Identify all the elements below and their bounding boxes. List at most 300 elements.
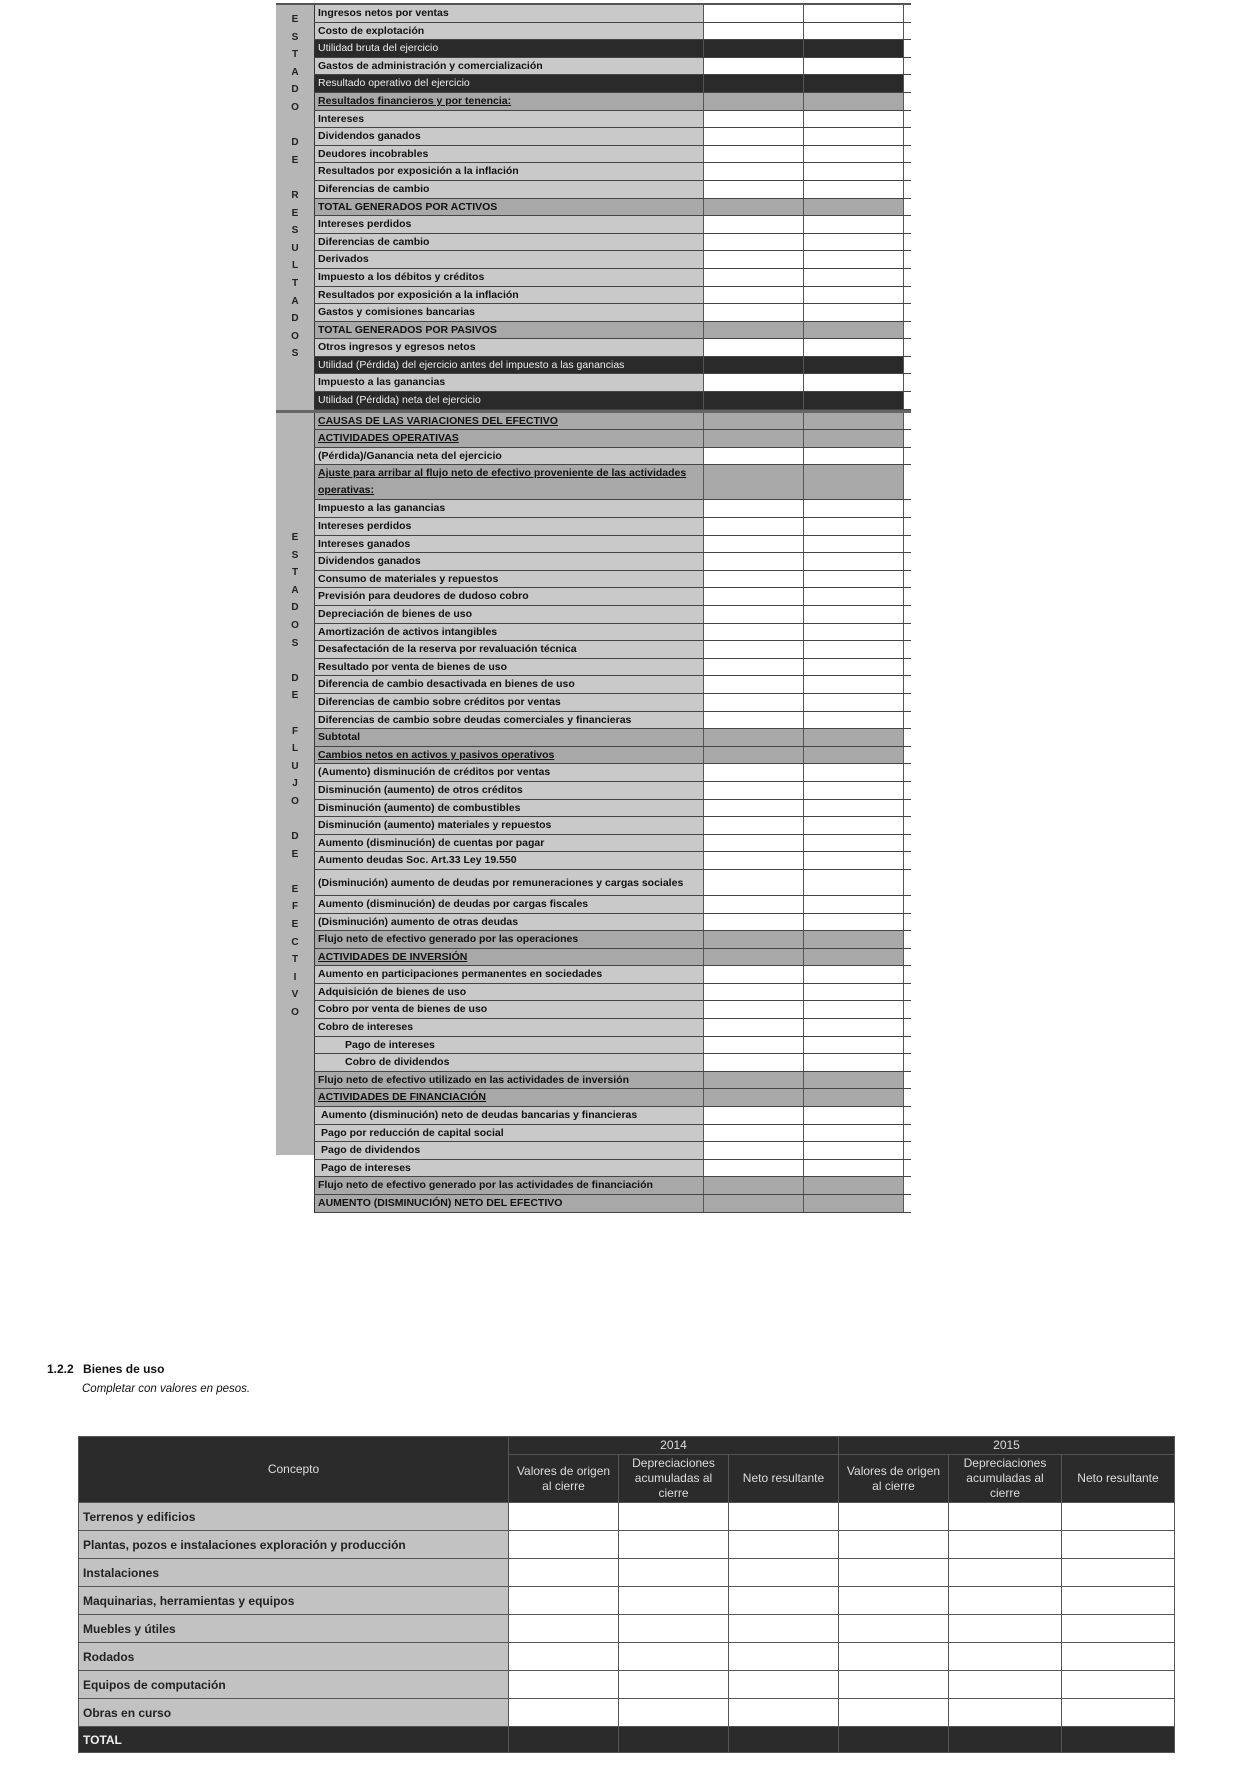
value-cell-2: [804, 93, 904, 110]
value-cell-2[interactable]: [804, 914, 904, 931]
vertical-letter: D: [291, 137, 299, 149]
total-value-cell: [509, 1727, 619, 1753]
value-cell[interactable]: [509, 1587, 619, 1615]
value-cell-2[interactable]: [804, 852, 904, 869]
value-cell-2: [804, 729, 904, 746]
row-label: Diferencias de cambio sobre créditos por ventas: [314, 694, 704, 711]
value-cell[interactable]: [839, 1643, 949, 1671]
value-cell[interactable]: [619, 1559, 729, 1587]
value-cell-2[interactable]: [804, 1037, 904, 1054]
value-cell[interactable]: [619, 1503, 729, 1531]
value-cell-1: [704, 931, 804, 948]
statement-row-intereses-perdidos: [314, 216, 911, 234]
row-label: Cobro por venta de bienes de uso: [314, 1001, 704, 1018]
vertical-letter: O: [291, 619, 299, 631]
table-row: [79, 1615, 1175, 1643]
row-label: ACTIVIDADES DE FINANCIACIÓN: [314, 1089, 704, 1106]
vertical-letter: C: [291, 936, 299, 948]
statement-row-disminucion-aumento-de-otros-creditos: [314, 782, 911, 800]
value-cell-2[interactable]: [804, 606, 904, 623]
value-cell-2[interactable]: [804, 659, 904, 676]
value-cell-2[interactable]: [804, 181, 904, 198]
vertical-letter: E: [291, 883, 299, 895]
statement-row-aumento-disminucion-de-creditos-por-vent: [314, 764, 911, 782]
value-cell-2[interactable]: [804, 163, 904, 180]
vertical-letter: S: [291, 31, 299, 43]
value-cell-2: [804, 1195, 904, 1212]
value-cell-1[interactable]: [704, 58, 804, 75]
value-cell[interactable]: [509, 1671, 619, 1699]
value-cell-1[interactable]: [704, 128, 804, 145]
concept-cell: Instalaciones: [79, 1559, 509, 1587]
value-cell-2[interactable]: [804, 1001, 904, 1018]
value-cell-1[interactable]: [704, 1019, 804, 1036]
statement-row-depreciacion-de-bienes-de-uso: [314, 606, 911, 624]
statement-row-actividades-de-inversion: [314, 949, 911, 967]
table-row: [79, 1699, 1175, 1727]
row-label: AUMENTO (DISMINUCIÓN) NETO DEL EFECTIVO: [314, 1195, 704, 1212]
value-cell-2[interactable]: [804, 676, 904, 693]
total-label: TOTAL: [79, 1727, 509, 1753]
value-cell-1[interactable]: [704, 269, 804, 286]
statement-row-cobro-de-intereses: [314, 1019, 911, 1037]
total-value-cell: [619, 1727, 729, 1753]
statement-row-aumento-disminucion-de-deudas-por-cargas: [314, 896, 911, 914]
value-cell-1: [704, 93, 804, 110]
row-label: Pago por reducción de capital social: [314, 1125, 704, 1142]
value-cell-2[interactable]: [804, 23, 904, 40]
value-cell-2[interactable]: [804, 234, 904, 251]
value-cell-2[interactable]: [804, 966, 904, 983]
value-cell-2: [804, 1089, 904, 1106]
row-label: Intereses: [314, 111, 704, 128]
value-cell-2[interactable]: [804, 536, 904, 553]
value-cell[interactable]: [729, 1643, 839, 1671]
value-cell-1[interactable]: [704, 764, 804, 781]
value-cell-2[interactable]: [804, 624, 904, 641]
value-cell-1[interactable]: [704, 800, 804, 817]
value-cell-1: [704, 1195, 804, 1212]
value-cell-2[interactable]: [804, 712, 904, 729]
value-cell-1[interactable]: [704, 553, 804, 570]
value-cell-1[interactable]: [704, 606, 804, 623]
row-label: Intereses perdidos: [314, 518, 704, 535]
table-row: [79, 1643, 1175, 1671]
row-label: Dividendos ganados: [314, 553, 704, 570]
value-cell-1[interactable]: [704, 1160, 804, 1177]
row-label: Intereses ganados: [314, 536, 704, 553]
value-cell-2[interactable]: [804, 448, 904, 465]
value-cell[interactable]: [839, 1559, 949, 1587]
value-cell-1[interactable]: [704, 1125, 804, 1142]
value-cell-1[interactable]: [704, 234, 804, 251]
value-cell-2[interactable]: [804, 782, 904, 799]
value-cell-1[interactable]: [704, 694, 804, 711]
vertical-letter: R: [291, 189, 299, 201]
vertical-letter: A: [291, 295, 299, 307]
value-cell-2[interactable]: [804, 817, 904, 834]
row-label: Diferencias de cambio sobre deudas comerciales y financieras: [314, 712, 704, 729]
value-cell-1[interactable]: [704, 782, 804, 799]
statement-row-aumento-deudas-soc-art-33-ley-19-550: [314, 852, 911, 870]
row-label: Diferencias de cambio: [314, 181, 704, 198]
section-instruction: Completar con valores en pesos.: [82, 1383, 251, 1395]
value-cell-1[interactable]: [704, 588, 804, 605]
value-cell-1[interactable]: [704, 835, 804, 852]
value-cell-1[interactable]: [704, 287, 804, 304]
value-cell-2: [804, 1072, 904, 1089]
value-cell[interactable]: [1062, 1699, 1175, 1727]
value-cell-1[interactable]: [704, 1107, 804, 1124]
value-cell-1[interactable]: [704, 23, 804, 40]
statement-row-disminucion-aumento-de-deudas-por-remune: [314, 870, 911, 896]
value-cell[interactable]: [729, 1503, 839, 1531]
value-cell-1: [704, 199, 804, 216]
vertical-letter: E: [291, 690, 299, 702]
value-cell-1[interactable]: [704, 163, 804, 180]
row-label: Disminución (aumento) de otros créditos: [314, 782, 704, 799]
value-cell-2[interactable]: [804, 58, 904, 75]
value-cell-1[interactable]: [704, 1142, 804, 1159]
statement-row-prevision-para-deudores-de-dudoso-cobro: [314, 588, 911, 606]
value-cell[interactable]: [949, 1615, 1062, 1643]
concept-header: Concepto: [79, 1437, 509, 1503]
vertical-letter: J: [292, 778, 298, 790]
row-label: (Disminución) aumento de otras deudas: [314, 914, 704, 931]
value-cell-1[interactable]: [704, 304, 804, 321]
statement-row-utilidad-perdida-del-ejercicio-antes-del: [314, 357, 911, 375]
value-cell-2: [804, 392, 904, 409]
value-cell-2[interactable]: [804, 1142, 904, 1159]
section-heading: [47, 1362, 164, 1376]
value-cell[interactable]: [729, 1671, 839, 1699]
total-value-cell: [839, 1727, 949, 1753]
value-cell-1[interactable]: [704, 896, 804, 913]
table-row: [79, 1559, 1175, 1587]
value-cell[interactable]: [949, 1587, 1062, 1615]
value-cell-2[interactable]: [804, 1160, 904, 1177]
vertical-letter: F: [291, 901, 299, 913]
value-cell[interactable]: [1062, 1531, 1175, 1559]
value-cell-1[interactable]: [704, 676, 804, 693]
value-cell-2[interactable]: [804, 304, 904, 321]
value-cell-2[interactable]: [804, 896, 904, 913]
value-cell-2[interactable]: [804, 1054, 904, 1071]
row-label: Resultado por venta de bienes de uso: [314, 659, 704, 676]
statement-row-flujo-neto-de-efectivo-generado-por-las-: [314, 931, 911, 949]
value-cell[interactable]: [619, 1671, 729, 1699]
value-cell[interactable]: [949, 1531, 1062, 1559]
value-cell-2[interactable]: [804, 870, 904, 895]
vertical-letter: O: [291, 795, 299, 807]
statement-row-utilidad-perdida-neta-del-ejercicio: [314, 392, 911, 410]
table-row: [79, 1531, 1175, 1559]
value-cell-1[interactable]: [704, 251, 804, 268]
statement-row-intereses-perdidos: [314, 518, 911, 536]
value-cell-2[interactable]: [804, 553, 904, 570]
row-label: Adquisición de bienes de uso: [314, 984, 704, 1001]
value-cell-1[interactable]: [704, 624, 804, 641]
value-cell[interactable]: [619, 1531, 729, 1559]
value-cell[interactable]: [839, 1587, 949, 1615]
value-cell-1[interactable]: [704, 571, 804, 588]
value-cell[interactable]: [619, 1615, 729, 1643]
value-cell-1[interactable]: [704, 712, 804, 729]
value-cell-2[interactable]: [804, 287, 904, 304]
value-cell[interactable]: [509, 1559, 619, 1587]
statement-row-cobro-por-venta-de-bienes-de-uso: [314, 1001, 911, 1019]
value-cell-1[interactable]: [704, 216, 804, 233]
value-cell-2[interactable]: [804, 1125, 904, 1142]
statement-row-adquisicion-de-bienes-de-uso: [314, 984, 911, 1002]
value-cell-1[interactable]: [704, 1054, 804, 1071]
statement-row-intereses-ganados: [314, 536, 911, 554]
statement-row-actividades-de-financiacion: [314, 1089, 911, 1107]
bienes-de-uso-table: [78, 1436, 1175, 1753]
row-label: (Pérdida)/Ganancia neta del ejercicio: [314, 448, 704, 465]
row-label: Otros ingresos y egresos netos: [314, 339, 704, 356]
value-cell-2[interactable]: [804, 146, 904, 163]
vertical-letter: S: [291, 348, 299, 360]
header-depreciaciones-2015: Depreciaciones acumuladas al cierre: [949, 1455, 1062, 1503]
row-label: Utilidad (Pérdida) del ejercicio antes del impuesto a las ganancias: [314, 357, 704, 374]
row-label: Ajuste para arribar al flujo neto de efectivo proveniente de las actividades operativas:: [314, 465, 704, 499]
value-cell-2: [804, 430, 904, 447]
statement-row-perdida-ganancia-neta-del-ejercicio: [314, 448, 911, 466]
value-cell-2: [804, 199, 904, 216]
row-label: Desafectación de la reserva por revaluación técnica: [314, 641, 704, 658]
value-cell[interactable]: [949, 1503, 1062, 1531]
row-label: (Aumento) disminución de créditos por ventas: [314, 764, 704, 781]
vertical-letter: E: [291, 848, 299, 860]
value-cell-1: [704, 949, 804, 966]
vertical-letter: D: [291, 602, 299, 614]
value-cell-2[interactable]: [804, 518, 904, 535]
value-cell-1: [704, 465, 804, 499]
value-cell[interactable]: [1062, 1559, 1175, 1587]
vertical-letter: U: [291, 760, 299, 772]
row-label: Diferencias de cambio: [314, 234, 704, 251]
row-label: Intereses perdidos: [314, 216, 704, 233]
row-label: Previsión para deudores de dudoso cobro: [314, 588, 704, 605]
statement-row-total-generados-por-activos: [314, 199, 911, 217]
row-label: TOTAL GENERADOS POR ACTIVOS: [314, 199, 704, 216]
value-cell-2[interactable]: [804, 1019, 904, 1036]
total-value-cell: [1062, 1727, 1175, 1753]
value-cell-1[interactable]: [704, 5, 804, 22]
value-cell-1[interactable]: [704, 1037, 804, 1054]
value-cell-1[interactable]: [704, 817, 804, 834]
value-cell-1: [704, 1177, 804, 1194]
row-label: Aumento en participaciones permanentes en sociedades: [314, 966, 704, 983]
concept-cell: Maquinarias, herramientas y equipos: [79, 1587, 509, 1615]
statement-row-impuesto-a-las-ganancias: [314, 374, 911, 392]
row-label: Dividendos ganados: [314, 128, 704, 145]
row-label: Pago de dividendos: [314, 1142, 704, 1159]
value-cell[interactable]: [949, 1671, 1062, 1699]
value-cell-1[interactable]: [704, 181, 804, 198]
statement-row-resultados-por-exposicion-a-la-inflacion: [314, 163, 911, 181]
value-cell[interactable]: [729, 1559, 839, 1587]
value-cell[interactable]: [1062, 1671, 1175, 1699]
statement-row-pago-por-reduccion-de-capital-social: [314, 1125, 911, 1143]
row-label: Costo de explotación: [314, 23, 704, 40]
row-label: Disminución (aumento) materiales y repuestos: [314, 817, 704, 834]
value-cell[interactable]: [949, 1699, 1062, 1727]
header-valores-origen-2015: Valores de origen al cierre: [839, 1455, 949, 1503]
value-cell[interactable]: [1062, 1643, 1175, 1671]
value-cell-1[interactable]: [704, 966, 804, 983]
statement-row-resultados-por-exposicion-a-la-inflacion: [314, 287, 911, 305]
value-cell-1: [704, 729, 804, 746]
value-cell[interactable]: [509, 1531, 619, 1559]
value-cell[interactable]: [619, 1699, 729, 1727]
value-cell[interactable]: [949, 1643, 1062, 1671]
total-row: [79, 1727, 1175, 1753]
header-depreciaciones-2014: Depreciaciones acumuladas al cierre: [619, 1455, 729, 1503]
value-cell-2[interactable]: [804, 111, 904, 128]
statement-row-pago-de-intereses: [314, 1160, 911, 1178]
value-cell[interactable]: [509, 1503, 619, 1531]
value-cell-1[interactable]: [704, 146, 804, 163]
value-cell[interactable]: [949, 1559, 1062, 1587]
value-cell[interactable]: [729, 1587, 839, 1615]
vertical-letter: T: [291, 49, 299, 61]
statement-row-costo-de-explotacion: [314, 23, 911, 41]
row-label: Derivados: [314, 251, 704, 268]
value-cell-1[interactable]: [704, 448, 804, 465]
row-label: ACTIVIDADES OPERATIVAS: [314, 430, 704, 447]
row-label: ACTIVIDADES DE INVERSIÓN: [314, 949, 704, 966]
value-cell[interactable]: [839, 1615, 949, 1643]
statement-row-resultado-por-venta-de-bienes-de-uso: [314, 659, 911, 677]
statement-row-total-generados-por-pasivos: [314, 322, 911, 340]
value-cell-1[interactable]: [704, 374, 804, 391]
value-cell[interactable]: [1062, 1615, 1175, 1643]
statement-row-flujo-neto-de-efectivo-utilizado-en-las-: [314, 1072, 911, 1090]
value-cell-1[interactable]: [704, 111, 804, 128]
statement-row-dividendos-ganados: [314, 128, 911, 146]
row-label: Aumento (disminución) de cuentas por pagar: [314, 835, 704, 852]
value-cell-2: [804, 40, 904, 57]
vertical-letter: S: [291, 549, 299, 561]
year-header-2014: 2014: [509, 1437, 839, 1455]
value-cell-1[interactable]: [704, 1001, 804, 1018]
value-cell-1[interactable]: [704, 536, 804, 553]
value-cell-1[interactable]: [704, 339, 804, 356]
row-label: Impuesto a las ganancias: [314, 500, 704, 517]
value-cell-1[interactable]: [704, 984, 804, 1001]
value-cell-2[interactable]: [804, 251, 904, 268]
value-cell-2[interactable]: [804, 641, 904, 658]
value-cell-2[interactable]: [804, 500, 904, 517]
value-cell[interactable]: [729, 1615, 839, 1643]
value-cell-2[interactable]: [804, 128, 904, 145]
value-cell[interactable]: [839, 1503, 949, 1531]
value-cell-2[interactable]: [804, 694, 904, 711]
row-label: Resultado operativo del ejercicio: [314, 75, 704, 92]
value-cell[interactable]: [619, 1587, 729, 1615]
statement-row-diferencias-de-cambio-sobre-creditos-por: [314, 694, 911, 712]
vertical-letter: E: [291, 532, 299, 543]
row-label: Diferencia de cambio desactivada en bienes de uso: [314, 676, 704, 693]
value-cell[interactable]: [1062, 1503, 1175, 1531]
value-cell-1[interactable]: [704, 870, 804, 895]
value-cell[interactable]: [839, 1699, 949, 1727]
row-label: Utilidad (Pérdida) neta del ejercicio: [314, 392, 704, 409]
vertical-letter: A: [291, 584, 299, 596]
row-label: Impuesto a los débitos y créditos: [314, 269, 704, 286]
value-cell[interactable]: [509, 1643, 619, 1671]
value-cell[interactable]: [839, 1531, 949, 1559]
statement-row-flujo-neto-de-efectivo-generado-por-las-: [314, 1177, 911, 1195]
row-label: Gastos y comisiones bancarias: [314, 304, 704, 321]
value-cell-2[interactable]: [804, 5, 904, 22]
value-cell-2: [804, 747, 904, 764]
value-cell-2[interactable]: [804, 835, 904, 852]
financial-statement-table: [276, 3, 911, 1213]
statement-row-otros-ingresos-y-egresos-netos: [314, 339, 911, 357]
value-cell-1[interactable]: [704, 659, 804, 676]
value-cell-2[interactable]: [804, 374, 904, 391]
value-cell-2[interactable]: [804, 588, 904, 605]
row-label: Resultados financieros y por tenencia:: [314, 93, 704, 110]
row-label: Disminución (aumento) de combustibles: [314, 800, 704, 817]
value-cell[interactable]: [1062, 1587, 1175, 1615]
vertical-letter: T: [291, 954, 299, 966]
statement-row-amortizacion-de-activos-intangibles: [314, 624, 911, 642]
value-cell-1[interactable]: [704, 518, 804, 535]
vertical-letter: O: [291, 101, 299, 113]
vertical-letter: O: [291, 330, 299, 342]
vertical-letter: D: [291, 672, 299, 684]
statement-row-pago-de-dividendos: [314, 1142, 911, 1160]
value-cell-1[interactable]: [704, 914, 804, 931]
statement-row-aumento-disminucion-neto-de-deudas-banca: [314, 1107, 911, 1125]
value-cell-2[interactable]: [804, 1107, 904, 1124]
value-cell-1[interactable]: [704, 500, 804, 517]
section-title: Bienes de uso: [83, 1362, 165, 1376]
value-cell[interactable]: [619, 1643, 729, 1671]
header-neto-2015: Neto resultante: [1062, 1455, 1175, 1503]
value-cell[interactable]: [729, 1531, 839, 1559]
value-cell[interactable]: [509, 1615, 619, 1643]
vertical-letter: E: [291, 14, 299, 25]
statement-row-aumento-en-participaciones-permanentes-e: [314, 966, 911, 984]
value-cell-1[interactable]: [704, 852, 804, 869]
value-cell-2[interactable]: [804, 764, 904, 781]
value-cell-2[interactable]: [804, 339, 904, 356]
value-cell-2[interactable]: [804, 269, 904, 286]
value-cell-2[interactable]: [804, 984, 904, 1001]
value-cell[interactable]: [729, 1699, 839, 1727]
value-cell-2[interactable]: [804, 800, 904, 817]
value-cell-1[interactable]: [704, 641, 804, 658]
value-cell[interactable]: [839, 1671, 949, 1699]
statement-row-subtotal: [314, 729, 911, 747]
estado-flujo-rows: [276, 410, 911, 1213]
value-cell-2: [804, 322, 904, 339]
value-cell-2: [804, 465, 904, 499]
value-cell-2[interactable]: [804, 216, 904, 233]
row-label: Cambios netos en activos y pasivos operativos: [314, 747, 704, 764]
statement-row-dividendos-ganados: [314, 553, 911, 571]
value-cell-2[interactable]: [804, 571, 904, 588]
value-cell-1: [704, 40, 804, 57]
vertical-letter: F: [291, 725, 299, 737]
value-cell[interactable]: [509, 1699, 619, 1727]
vertical-letter: E: [291, 207, 299, 219]
